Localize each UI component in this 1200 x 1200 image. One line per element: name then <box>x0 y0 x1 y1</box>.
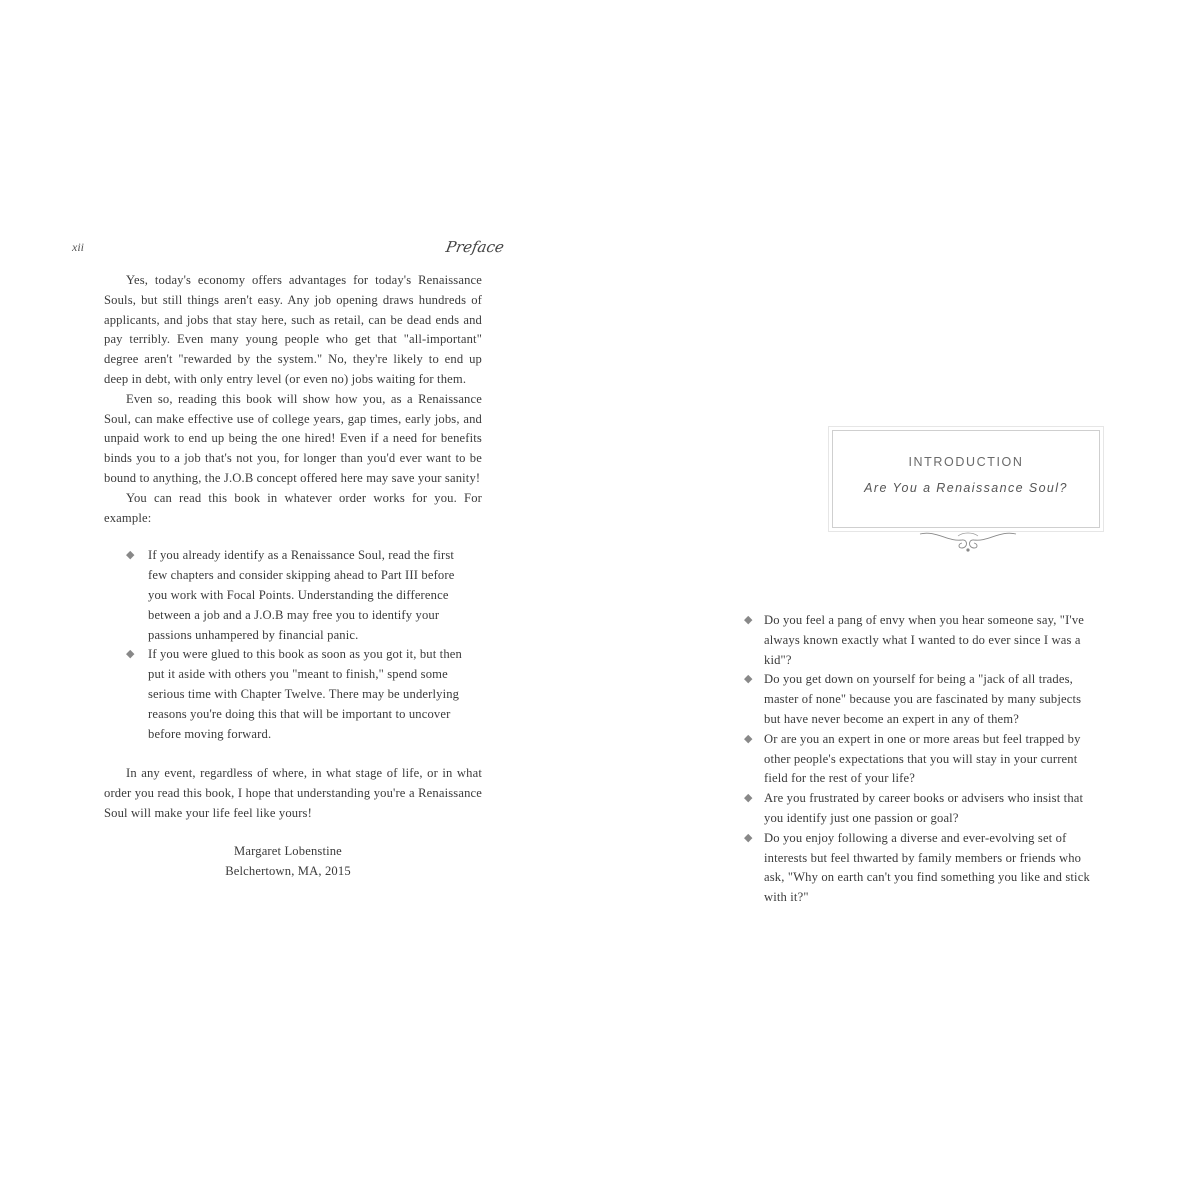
chapter-title: Are You a Renaissance Soul? <box>864 481 1068 495</box>
preface-body <box>104 271 482 881</box>
paragraph: You can read this book in whatever order works for you. For example: <box>104 490 482 525</box>
chapter-label: INTRODUCTION <box>908 455 1024 469</box>
diamond-bullet-icon: ◆ <box>744 614 753 626</box>
list-item-text: Or are you an expert in one or more areas but feel trapped by other people's expectations that you will stay in your current field for the rest of your life? <box>764 731 1081 786</box>
list-item-text: Do you get down on yourself for being a "jack of all trades, master of none" because you are fascinated by many subjects but have never become an expert in any of them? <box>764 672 1082 726</box>
diamond-bullet-icon: ◆ <box>744 673 753 686</box>
closing-paragraph: In any event, regardless of where, in what stage of life, or in what order you read this book, I hope that understanding you're a Renaissance Soul will make your life feel like yours! <box>104 766 482 820</box>
list-item <box>740 611 1100 670</box>
list-item <box>104 546 482 645</box>
running-head: Preface <box>444 238 506 256</box>
diamond-bullet-icon: ◆ <box>126 549 135 562</box>
list-item-text: If you were glued to this book as soon as you got it, but then put it aside with others you "meant to finish," spend some serious time with Chapter Twelve. There may be underlying reasons you're doing this that will be important to uncover before moving forward. <box>148 647 462 741</box>
introduction-questions-list <box>740 611 1100 908</box>
diamond-bullet-icon: ◆ <box>744 792 753 805</box>
diamond-bullet-icon: ◆ <box>744 732 753 745</box>
signature-block <box>28 842 548 882</box>
page-number: xii <box>72 240 84 254</box>
list-item <box>104 645 482 744</box>
right-page <box>600 0 1200 1200</box>
flourish-ornament-icon <box>918 528 1018 554</box>
list-item <box>740 730 1100 789</box>
paragraph: Even so, reading this book will show how you, as a Renaissance Soul, can make effective use of college years, gap times, early jobs, and unpaid work to end up being the one hired! Even if a need for benefits binds you to a job that's not you, for longer than you'd ever want to be bound to anything, the J.O.B concept offered here may save your sanity! <box>104 391 482 485</box>
author-name: Margaret Lobenstine <box>234 843 342 858</box>
author-location-date: Belchertown, MA, 2015 <box>225 863 351 878</box>
list-item-text: If you already identify as a Renaissance Soul, read the first few chapters and consider skipping ahead to Part III before you work with Focal Points. Understanding the difference between a job and a J.O.B may free you to identify your passions unhampered by financial panic. <box>148 548 455 642</box>
list-item <box>740 829 1100 908</box>
diamond-bullet-icon: ◆ <box>126 648 135 661</box>
list-item-text: Do you enjoy following a diverse and ever-evolving set of interests but feel thwarted by family members or friends who ask, "Why on earth can't you find something you like and stick with it?" <box>764 830 1090 905</box>
list-item <box>740 789 1100 829</box>
reading-suggestions-list <box>104 546 482 744</box>
diamond-bullet-icon: ◆ <box>744 831 753 844</box>
list-item <box>740 670 1100 729</box>
list-item-text: Are you frustrated by career books or advisers who insist that you identify just one passion or goal? <box>764 791 1084 825</box>
paragraph: Yes, today's economy offers advantages for today's Renaissance Souls, but still things aren't easy. Any job opening draws hundreds of applicants, and jobs that stay here, such as retail, can be dead ends and pay terribly. Even many young people who get that "all-important" degree aren't "rewarded by the system." No, they're likely to end up deep in debt, with only entry level (or even no) jobs waiting for them. <box>104 273 482 386</box>
list-item-text: Do you feel a pang of envy when you hear someone say, "I've always known exactly what I wanted to do ever since I was a kid"? <box>764 613 1085 667</box>
chapter-heading-box <box>832 430 1100 528</box>
